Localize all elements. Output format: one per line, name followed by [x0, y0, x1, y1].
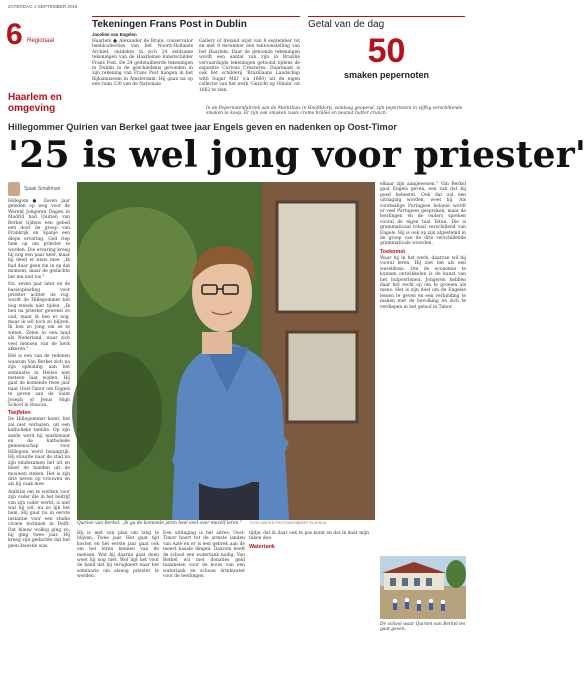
top-story-title: Tekeningen Frans Post in Dublin [92, 19, 247, 30]
portrait-illustration [77, 182, 375, 520]
stat-number: 50 [367, 32, 406, 70]
article-subhead: Toekomst [380, 248, 406, 255]
main-photo [77, 182, 375, 520]
article-paragraph: Het is een van de redenen waarom Van Berkel zich na zijn opleiding aan het seminarie in Heiloo niet meteen laat wijden. Hij gaat de komende twee jaar naar Oost-Timor om Engels te geven aan de Saint Joseph of Jesus High School in Baucau. [8, 354, 70, 409]
article-paragraph: Nu, zeven jaar later en de basisopleiding voor priester achter de rug, wordt de Hillegommer het nog steeds niet tijden. „Ik ben na priester geweest zo oud, maar ik ben er nog, maar ik wil toch zo blijven. Ik ben zo jong om ze te weten. Zelen in een land als Nederland, waar zich veel mensen van de kerk afkeren." [8, 282, 70, 352]
photo-credit: FOTO UNITED PHOTOS/ROBBERT ELZENGA [250, 521, 327, 525]
photo-caption: Quirien van Berkel: „Ik ga de komende jaren heel veel over mezelf leren." [77, 521, 242, 526]
article-paragraph: elkaar zijn aangewezen." Van Berkel gaat Engels geven, een vak dat hij goed beheerst. Ook dat zal een uitdaging worden, weet hij. Als voormalige Portugese kolonie wordt er veel Portugees gesproken, maar de leerlingen en de ouders spreken vooral de eigen taal Tetun. Die is grammaticaal totaal verschillend van Engels. Hij is ook op zijn afgestemd in de groep van de drie verschillende grammaticale woorden. [380, 182, 466, 247]
article-paragraph: Hillegom ● Zeven jaar geleden op weg voor de Wereld Jongeren Dagen in Madrid had Quirien van Berkel tijdens een gebed een door de groep van Frankrijk en Spanje een diepe ervaring. God riep hem op om priester te worden. Die ervaring kreeg hij nog een paar keer, maar hij deed er niets mee. „Ik had daar geen zin in op dat moment, maar de gedachte liet me niet los." [8, 199, 70, 280]
article-paragraph: Ambitie om te werken voor zijn vader die in het bedrijf van zijn vader werkt, is niet wat hij wil, nu zo lijk het hem. Hij gaat nu in eerste instantie voor een studie civiele techniek in Delft. Dat blauw wolkig ging zo, hij ging twee jaar. Hij kreeg zijn gedachte dat het geen kwestie was. [8, 489, 70, 549]
school-illustration [380, 556, 466, 619]
article-paragraph: Waar hij in het werk, daarvan wil hij vooral leren. Hij ziet het als een wereldreis. Om de economie te kunnen ontwikkelen is de kunst van het hulpverlenen. Jongeren hebben daar het recht op om te groeien als mens. Het is zijn doel om de Engelse lessen te geven en een verbinding te maken met de bevolking en zich te verdiepen in het geloof in Timor. [380, 255, 466, 310]
stat-text: In de Pepernotenfabriek aan de Markthuis in Hoofddorp, vandaag geopend, zijn pepernoten in vijftig verschillende smaken te koop. Er zijn ook smaken zoals creme brûlée en peanut butter crunch. [206, 106, 463, 117]
section-label: Regionaal [27, 38, 55, 44]
stat-label: Getal van de dag [308, 19, 385, 30]
article-headline: '25 is wel jong voor priester' [8, 134, 586, 176]
article-paragraph: De Hillegommer komt, het zal niet verbazen, uit een katholieke familie. Op zijn zesde werd hij misdienaar en de katholieke gemeenschap voor Hillegom werd belangrijk. Hij stuurde naar de stad na zijn eindexamen het uit en bleef de handen uit de mouwen steken. Het is zijn drie neven op vrouwen en als hij vaak mee. [8, 417, 70, 488]
top-story-byline: Jacoline van Engelen [92, 32, 137, 37]
school-photo-caption: De school waar Quirien van Berkel les gaat geven. [380, 622, 466, 633]
author-name: Sjaak Smakman [24, 186, 61, 192]
stat-caption: smaken pepernoten [343, 70, 430, 80]
article-paragraph: Hij is niet van plan om lang te blijven. Twee jaar. Het gaat tijd kosten en het eerste jaar gaat ook om het leren kennen van de mensen. Wat hij daarna gaat doen weet hij nog niet. Wel ligt het voor de hand dat hij terugkeert naar het seminarie om alsnog priester te worden. [77, 531, 159, 580]
region-title: Haarlem en omgeving [8, 92, 62, 114]
article-kicker: Hillegommer Quirien van Berkel gaat twee jaar Engels geven en nadenken op Oost-Timor [8, 122, 397, 132]
article-subhead: Watertank [249, 543, 275, 550]
article-paragraph: Een uitdaging is het adres: Oost-Timor hoort tot de armste landen van Azië en er is een gebrek aan de meest basale dingen. Daarom heeft de school een watertank nodig. Van Berkel wil met donaties geld inzamelen voor de bouw van een watertank en schoon drinkwater voor de leerlingen. [163, 531, 245, 580]
author-avatar [8, 182, 20, 196]
page-number: 6 [6, 18, 23, 51]
page-date: ZATERDAG 1 SEPTEMBER 2018 [8, 4, 78, 9]
article-subhead: Twijfelen [8, 410, 31, 417]
school-photo [380, 556, 466, 619]
top-story-column: Gallery of Ireland wijst van 8 september tot en met 9 december een tentoonstelling van het Haarlem. Daar de getoonde tekeningen wordt een aantal van zijn in Brazilië vervaardigde tekeningen getoond tijdens de expositie Curious Creatures. Daarnaast is ook het schilderij 'Braziliaans Landschap with Sugar Mill' (ca 1660) uit de eigen collectie van het werk 'Gezicht op Olinda' uit 1662 te zien. [199, 39, 300, 93]
article-paragraph: tijdje, dat ik daar ook te pas komt en dat ik daar mijn taken doe. [249, 531, 369, 542]
top-story-column: Haarlem ● Alexander de Bruin, conservator beeldcollecties van het Noord-Hollands Archief, ontdekte in zo'n 24 zeldzame tekeningen van de Haarlemse kunstschilder Frans Post. De 24 gedetailleerde tekeningen in Dublin in de geschiedenis gevonden in zijn tekening van Frans Post hangen in het Rijksmuseum in Amsterdam. Hij gaan na op een ruim 230 van de Nationale [92, 39, 193, 88]
